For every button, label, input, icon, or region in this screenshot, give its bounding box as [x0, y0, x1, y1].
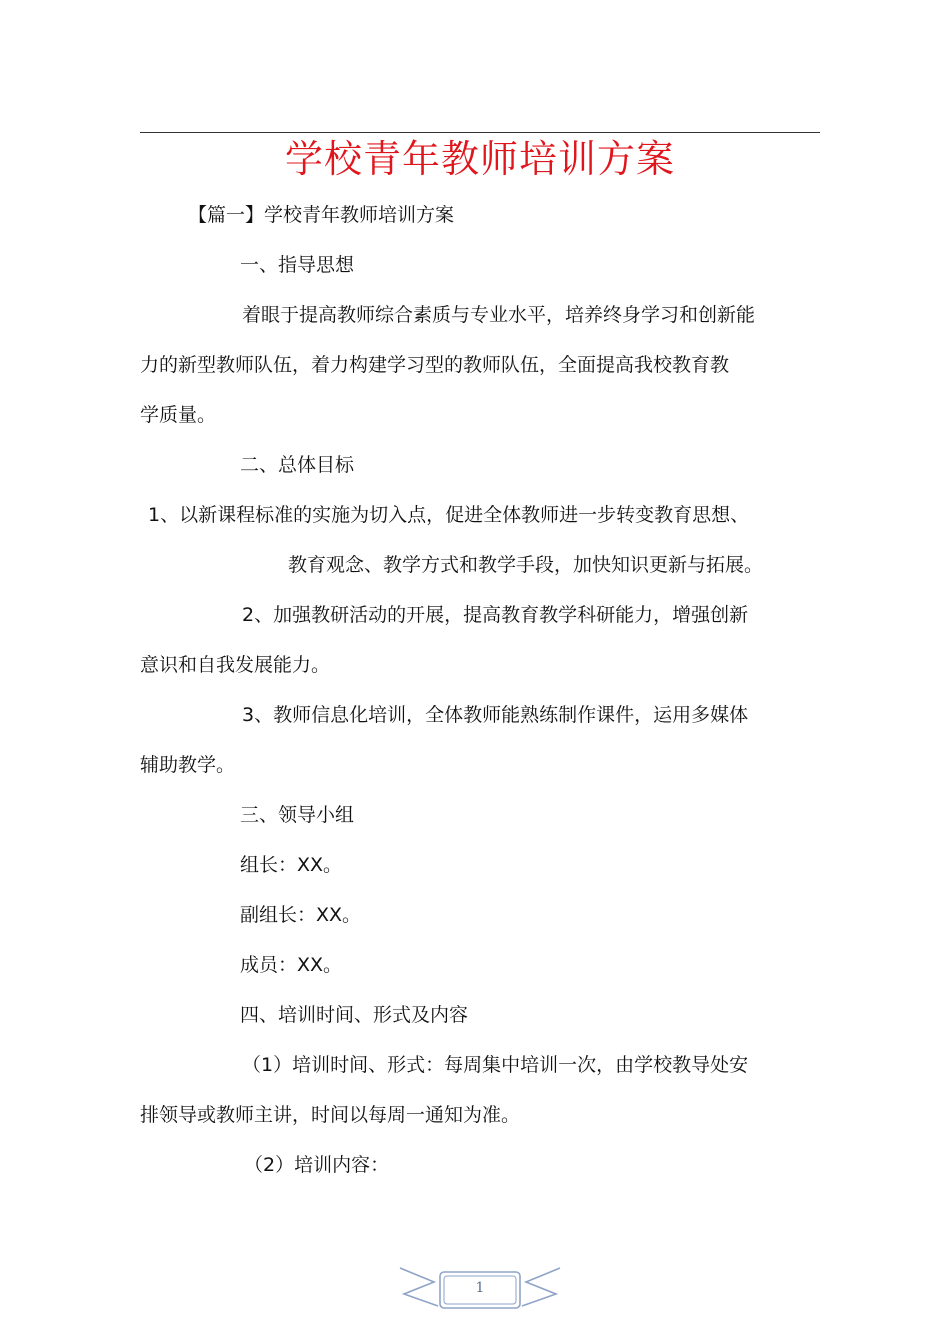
paragraph-line: 力的新型教师队伍，着力构建学习型的教师队伍，全面提高我校教育教	[140, 354, 730, 376]
heading-training-schedule: 四、培训时间、形式及内容	[240, 1004, 469, 1026]
heading-leadership-group: 三、领导小组	[240, 804, 355, 826]
document-title: 学校青年教师培训方案	[284, 137, 675, 181]
goal-1-line: 1、以新课程标准的实施为切入点，促进全体教师进一步转变教育思想、	[148, 504, 750, 526]
item-1-line: （1）培训时间、形式：每周集中培训一次，由学校教导处安	[242, 1054, 749, 1076]
members-line: 成员：XX。	[240, 954, 343, 976]
section-heading: 【篇一】学校青年教师培训方案	[188, 204, 455, 226]
goal-2-line: 2、加强教研活动的开展，提高教育教学科研能力，增强创新	[242, 604, 749, 626]
paragraph-line: 学质量。	[140, 404, 217, 426]
title-rule	[140, 132, 820, 133]
item-2-line: （2）培训内容：	[244, 1154, 390, 1176]
goal-3-line: 3、教师信息化培训，全体教师能熟练制作课件，运用多媒体	[242, 704, 749, 726]
page-number: 1	[475, 1280, 485, 1296]
goal-2-line: 意识和自我发展能力。	[140, 654, 331, 676]
heading-overall-goals: 二、总体目标	[240, 454, 355, 476]
leader-line: 组长：XX。	[240, 854, 343, 876]
heading-guiding-ideology: 一、指导思想	[240, 254, 355, 276]
goal-3-line: 辅助教学。	[140, 754, 236, 776]
goal-1-line: 教育观念、教学方式和教学手段，加快知识更新与拓展。	[288, 554, 764, 576]
item-1-line: 排领导或教师主讲，时间以每周一通知为准。	[140, 1104, 521, 1126]
paragraph-line: 着眼于提高教师综合素质与专业水平，培养终身学习和创新能	[242, 304, 756, 326]
deputy-leader-line: 副组长：XX。	[240, 904, 362, 926]
